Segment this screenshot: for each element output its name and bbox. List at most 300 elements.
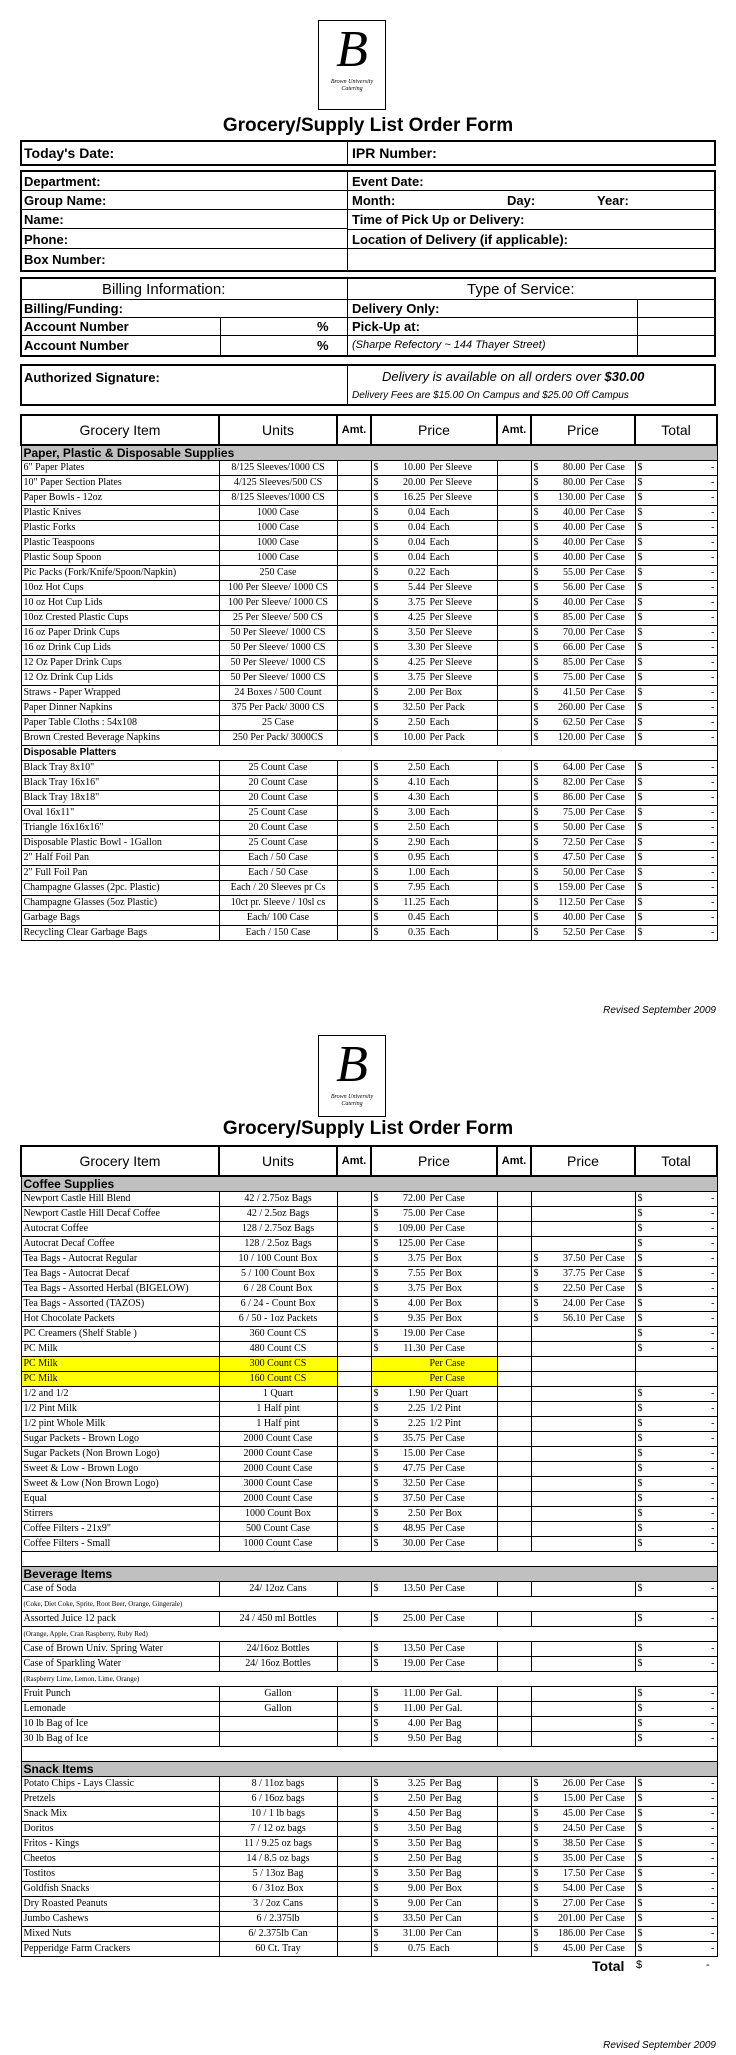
amt-input-cell[interactable] — [337, 611, 371, 626]
row-total — [635, 1222, 717, 1237]
currency-sign: $ — [373, 1853, 379, 1864]
currency-sign: $ — [637, 1538, 643, 1549]
currency-sign: $ — [373, 1943, 379, 1954]
amt-input-cell[interactable] — [497, 656, 531, 671]
amt-input-cell[interactable] — [497, 491, 531, 506]
item-name: Straws - Paper Wrapped — [21, 686, 219, 701]
amt-input-cell[interactable] — [337, 701, 371, 716]
price-unit — [586, 1658, 590, 1669]
row-total — [635, 1207, 717, 1222]
price-unit: Per Case — [589, 852, 625, 863]
row-total-value: - — [711, 477, 715, 488]
amt-input-cell[interactable] — [497, 701, 531, 716]
amt-input-cell[interactable] — [497, 1582, 531, 1597]
row-total-value: - — [711, 1268, 715, 1279]
amt-input-cell[interactable] — [337, 716, 371, 731]
price-unit: Per Case — [429, 1613, 465, 1624]
item-name: Coffee Filters - 21x9" — [21, 1522, 219, 1537]
row-total-value: - — [711, 1613, 715, 1624]
col-header-total: Total — [635, 415, 717, 445]
amt-input-cell[interactable] — [497, 1192, 531, 1207]
amt-input-cell[interactable] — [497, 911, 531, 926]
price-value: 2.90 — [408, 837, 426, 848]
amt-input-cell[interactable] — [337, 866, 371, 881]
amt-input-cell[interactable] — [337, 506, 371, 521]
amt-input-cell[interactable] — [497, 1912, 531, 1927]
price-unit: 1/2 Pint — [429, 1418, 461, 1429]
amt-input-cell[interactable] — [497, 1732, 531, 1747]
price-unit: Per Case — [589, 1313, 625, 1324]
type-of-service-heading: Type of Service: — [467, 281, 575, 298]
currency-sign: $ — [637, 1223, 643, 1234]
amt-input-cell[interactable] — [497, 1777, 531, 1792]
amt-input-cell[interactable] — [497, 836, 531, 851]
amt-input-cell[interactable] — [497, 581, 531, 596]
currency-sign: $ — [533, 702, 539, 713]
currency-sign: $ — [637, 852, 643, 863]
item-row — [21, 926, 717, 941]
amt-input-cell[interactable] — [497, 1882, 531, 1897]
currency-sign: $ — [637, 1883, 643, 1894]
amt-input-cell[interactable] — [337, 1357, 371, 1372]
amt-input-cell[interactable] — [497, 881, 531, 896]
amt-input-cell[interactable] — [497, 1432, 531, 1447]
row-total — [635, 1522, 717, 1537]
amt-input-cell[interactable] — [497, 731, 531, 746]
currency-sign: $ — [373, 1538, 379, 1549]
price-unit: Per Case — [589, 1943, 625, 1954]
item-units: 2000 Count Case — [219, 1447, 337, 1462]
price-cell — [531, 1207, 635, 1222]
col-header-amt: Amt. — [497, 1146, 531, 1176]
price-cell — [371, 506, 497, 521]
row-total-value: - — [711, 582, 715, 593]
amt-input-cell[interactable] — [337, 1837, 371, 1852]
amt-input-cell[interactable] — [497, 1357, 531, 1372]
amt-input-cell[interactable] — [337, 1342, 371, 1357]
col-header-amt: Amt. — [337, 1146, 371, 1176]
amt-input-cell[interactable] — [337, 806, 371, 821]
amt-input-cell[interactable] — [337, 1792, 371, 1807]
amt-input-cell[interactable] — [497, 1297, 531, 1312]
currency-sign: $ — [637, 1298, 643, 1309]
price-cell — [371, 1867, 497, 1882]
price-cell — [371, 1237, 497, 1252]
price-cell — [531, 881, 635, 896]
amt-input-cell[interactable] — [337, 626, 371, 641]
item-row — [21, 1387, 717, 1402]
item-row — [21, 821, 717, 836]
amt-input-cell[interactable] — [337, 731, 371, 746]
amt-input-cell[interactable] — [497, 716, 531, 731]
currency-sign: $ — [373, 1268, 379, 1279]
amt-input-cell[interactable] — [497, 1312, 531, 1327]
amt-input-cell[interactable] — [497, 641, 531, 656]
amt-input-cell[interactable] — [337, 1537, 371, 1552]
location-label: Location of Delivery (if applicable): — [352, 232, 568, 247]
amt-input-cell[interactable] — [337, 1312, 371, 1327]
price-value: 38.50 — [563, 1838, 586, 1849]
price-cell — [371, 566, 497, 581]
row-total-value: - — [711, 807, 715, 818]
amt-input-cell[interactable] — [337, 761, 371, 776]
amt-input-cell[interactable] — [497, 476, 531, 491]
price-unit: Each — [429, 537, 450, 548]
percent-sign: % — [317, 338, 329, 353]
amt-input-cell[interactable] — [497, 1252, 531, 1267]
price-unit: Per Case — [589, 642, 625, 653]
price-cell — [531, 821, 635, 836]
price-unit: Each — [429, 882, 450, 893]
amt-input-cell[interactable] — [497, 1537, 531, 1552]
amt-input-cell[interactable] — [337, 821, 371, 836]
amt-input-cell[interactable] — [497, 1822, 531, 1837]
amt-input-cell[interactable] — [497, 1522, 531, 1537]
amt-input-cell[interactable] — [497, 671, 531, 686]
item-name: Recycling Clear Garbage Bags — [21, 926, 219, 941]
amt-input-cell[interactable] — [497, 761, 531, 776]
currency-sign: $ — [373, 687, 379, 698]
currency-sign: $ — [637, 657, 643, 668]
price-unit — [586, 1733, 590, 1744]
amt-input-cell[interactable] — [337, 491, 371, 506]
price-cell — [531, 1792, 635, 1807]
item-row — [21, 1207, 717, 1222]
currency-sign: $ — [637, 672, 643, 683]
amt-input-cell[interactable] — [337, 581, 371, 596]
currency-sign: $ — [533, 582, 539, 593]
amt-input-cell[interactable] — [337, 1732, 371, 1747]
item-name: Black Tray 18x18" — [21, 791, 219, 806]
form-title: Grocery/Supply List Order Form — [222, 1118, 514, 1139]
price-value: 3.75 — [408, 1283, 426, 1294]
amt-input-cell[interactable] — [497, 536, 531, 551]
amt-input-cell[interactable] — [497, 1927, 531, 1942]
price-cell — [371, 1222, 497, 1237]
item-row — [21, 1822, 717, 1837]
amt-input-cell[interactable] — [497, 1477, 531, 1492]
amt-input-cell[interactable] — [497, 1507, 531, 1522]
amt-input-cell[interactable] — [497, 566, 531, 581]
grand-total-row — [20, 1957, 716, 1975]
amt-input-cell[interactable] — [497, 1237, 531, 1252]
amt-input-cell[interactable] — [497, 461, 531, 476]
amt-input-cell[interactable] — [337, 476, 371, 491]
item-units: 1000 Count Case — [219, 1537, 337, 1552]
item-row — [21, 1837, 717, 1852]
amt-input-cell[interactable] — [337, 671, 371, 686]
price-unit: Per Case — [589, 1793, 625, 1804]
amt-input-cell[interactable] — [497, 1222, 531, 1237]
amt-input-cell[interactable] — [337, 1582, 371, 1597]
amt-input-cell[interactable] — [497, 1837, 531, 1852]
item-row — [21, 1792, 717, 1807]
currency-sign: $ — [637, 1433, 643, 1444]
amt-input-cell[interactable] — [497, 806, 531, 821]
currency-sign: $ — [373, 672, 379, 683]
amt-input-cell[interactable] — [337, 1252, 371, 1267]
amt-input-cell[interactable] — [497, 1417, 531, 1432]
amt-input-cell[interactable] — [497, 1387, 531, 1402]
price-cell — [531, 1222, 635, 1237]
amt-input-cell[interactable] — [337, 1687, 371, 1702]
group-name-label: Group Name: — [24, 193, 107, 208]
item-name: Pretzels — [21, 1792, 219, 1807]
currency-sign: $ — [533, 897, 539, 908]
price-value: 32.50 — [403, 702, 426, 713]
item-row — [21, 851, 717, 866]
amt-input-cell[interactable] — [497, 1492, 531, 1507]
amt-input-cell[interactable] — [497, 1792, 531, 1807]
item-units: 6 / 31oz Box — [219, 1882, 337, 1897]
amt-input-cell[interactable] — [337, 521, 371, 536]
amt-input-cell[interactable] — [497, 1207, 531, 1222]
amt-input-cell[interactable] — [337, 1942, 371, 1957]
amt-input-cell[interactable] — [497, 1462, 531, 1477]
date-ipr-box — [20, 140, 716, 166]
amt-input-cell[interactable] — [497, 521, 531, 536]
price-cell — [531, 641, 635, 656]
amt-input-cell[interactable] — [337, 1477, 371, 1492]
item-name: Assorted Juice 12 pack — [21, 1612, 219, 1627]
currency-sign: $ — [373, 1913, 379, 1924]
amt-input-cell[interactable] — [497, 1897, 531, 1912]
amt-input-cell[interactable] — [497, 611, 531, 626]
amt-input-cell[interactable] — [337, 911, 371, 926]
item-units: 250 Per Pack/ 3000CS — [219, 731, 337, 746]
currency-sign: $ — [637, 867, 643, 878]
item-name: 12 Oz Drink Cup Lids — [21, 671, 219, 686]
price-unit — [586, 1493, 590, 1504]
item-row — [21, 1222, 717, 1237]
amt-input-cell[interactable] — [337, 656, 371, 671]
amt-input-cell[interactable] — [337, 1657, 371, 1672]
price-cell — [531, 926, 635, 941]
price-value: 80.00 — [563, 462, 586, 473]
amt-input-cell[interactable] — [497, 1657, 531, 1672]
price-value: 85.00 — [563, 657, 586, 668]
amt-input-cell[interactable] — [337, 1807, 371, 1822]
amt-input-cell[interactable] — [337, 791, 371, 806]
amt-input-cell[interactable] — [337, 1867, 371, 1882]
amt-input-cell[interactable] — [497, 1612, 531, 1627]
amt-input-cell[interactable] — [337, 1492, 371, 1507]
amt-input-cell[interactable] — [497, 1447, 531, 1462]
amt-input-cell[interactable] — [497, 1372, 531, 1387]
item-row — [21, 1687, 717, 1702]
amt-input-cell[interactable] — [497, 1942, 531, 1957]
currency-sign: $ — [637, 1613, 643, 1624]
amt-input-cell[interactable] — [337, 1852, 371, 1867]
item-units: 50 Per Sleeve/ 1000 CS — [219, 671, 337, 686]
amt-input-cell[interactable] — [337, 461, 371, 476]
amt-input-cell[interactable] — [497, 926, 531, 941]
amt-input-cell[interactable] — [497, 1402, 531, 1417]
currency-sign: $ — [373, 1418, 379, 1429]
amt-input-cell[interactable] — [337, 536, 371, 551]
amt-input-cell[interactable] — [337, 851, 371, 866]
amt-input-cell[interactable] — [497, 506, 531, 521]
amt-input-cell[interactable] — [337, 1282, 371, 1297]
item-name: Sugar Packets - Brown Logo — [21, 1432, 219, 1447]
amt-input-cell[interactable] — [337, 1897, 371, 1912]
grand-total-value: - — [706, 1959, 710, 1971]
row-total-value: - — [711, 867, 715, 878]
price-value: 3.25 — [408, 1778, 426, 1789]
amt-input-cell[interactable] — [337, 1462, 371, 1477]
amt-input-cell[interactable] — [497, 1642, 531, 1657]
amt-input-cell[interactable] — [497, 1327, 531, 1342]
row-total-value: - — [711, 777, 715, 788]
amt-input-cell[interactable] — [337, 1642, 371, 1657]
amt-input-cell[interactable] — [497, 866, 531, 881]
price-unit — [586, 1718, 590, 1729]
price-cell — [371, 1522, 497, 1537]
price-cell — [371, 866, 497, 881]
amt-input-cell[interactable] — [337, 686, 371, 701]
amt-input-cell[interactable] — [497, 776, 531, 791]
amt-input-cell[interactable] — [337, 566, 371, 581]
price-unit: Per Case — [589, 1283, 625, 1294]
price-value: 7.95 — [408, 882, 426, 893]
item-name: Equal — [21, 1492, 219, 1507]
amt-input-cell[interactable] — [337, 641, 371, 656]
item-row — [21, 791, 717, 806]
price-unit: Per Can — [429, 1928, 462, 1939]
amt-input-cell[interactable] — [337, 1717, 371, 1732]
price-unit: Per Case — [429, 1193, 465, 1204]
price-cell — [371, 1732, 497, 1747]
row-total — [635, 1192, 717, 1207]
amt-input-cell[interactable] — [337, 1447, 371, 1462]
amt-input-cell[interactable] — [497, 821, 531, 836]
price-unit: Per Case — [589, 777, 625, 788]
currency-sign: $ — [637, 897, 643, 908]
amt-input-cell[interactable] — [497, 1687, 531, 1702]
amt-input-cell[interactable] — [337, 551, 371, 566]
amt-input-cell[interactable] — [497, 1807, 531, 1822]
row-total — [635, 686, 717, 701]
amt-input-cell[interactable] — [497, 1267, 531, 1282]
price-unit: Per Case — [589, 912, 625, 923]
amt-input-cell[interactable] — [337, 1702, 371, 1717]
row-total-value: - — [711, 1448, 715, 1459]
amt-input-cell[interactable] — [497, 551, 531, 566]
price-value: 4.00 — [408, 1298, 426, 1309]
amt-input-cell[interactable] — [337, 896, 371, 911]
amt-input-cell[interactable] — [337, 1432, 371, 1447]
amt-input-cell[interactable] — [337, 1822, 371, 1837]
amt-input-cell[interactable] — [337, 1507, 371, 1522]
row-total — [635, 656, 717, 671]
amt-input-cell[interactable] — [497, 1282, 531, 1297]
row-total — [635, 716, 717, 731]
amt-input-cell[interactable] — [337, 836, 371, 851]
amt-input-cell[interactable] — [497, 626, 531, 641]
item-row — [21, 1237, 717, 1252]
amt-input-cell[interactable] — [337, 1612, 371, 1627]
currency-sign: $ — [637, 507, 643, 518]
price-cell — [531, 581, 635, 596]
price-cell — [531, 1432, 635, 1447]
price-unit: Per Case — [429, 1538, 465, 1549]
col-header-amt: Amt. — [337, 415, 371, 445]
currency-sign: $ — [373, 1733, 379, 1744]
amt-input-cell[interactable] — [337, 1192, 371, 1207]
amt-input-cell[interactable] — [497, 851, 531, 866]
price-cell — [531, 1522, 635, 1537]
amt-input-cell[interactable] — [497, 1867, 531, 1882]
amt-input-cell[interactable] — [497, 896, 531, 911]
currency-sign: $ — [373, 1898, 379, 1909]
col-header-units: Units — [219, 415, 337, 445]
amt-input-cell[interactable] — [337, 1372, 371, 1387]
amt-input-cell[interactable] — [337, 776, 371, 791]
price-cell — [371, 1702, 497, 1717]
row-total — [635, 1282, 717, 1297]
amt-input-cell[interactable] — [337, 1417, 371, 1432]
price-unit: Per Box — [429, 1508, 462, 1519]
price-cell — [371, 1897, 497, 1912]
logo-caption: Catering — [341, 86, 363, 92]
price-unit: Per Case — [589, 657, 625, 668]
amt-input-cell[interactable] — [337, 881, 371, 896]
item-name: Black Tray 16x16" — [21, 776, 219, 791]
name-label: Name: — [24, 212, 64, 227]
price-cell — [371, 791, 497, 806]
item-name: Plastic Forks — [21, 521, 219, 536]
amt-input-cell[interactable] — [337, 926, 371, 941]
price-value: 47.50 — [563, 852, 586, 863]
amt-input-cell[interactable] — [337, 1237, 371, 1252]
amt-input-cell[interactable] — [497, 1702, 531, 1717]
item-units: 2000 Count Case — [219, 1462, 337, 1477]
currency-sign: $ — [373, 567, 379, 578]
amt-input-cell[interactable] — [337, 1297, 371, 1312]
amt-input-cell[interactable] — [337, 1222, 371, 1237]
item-row — [21, 1882, 717, 1897]
price-unit — [586, 1208, 590, 1219]
amt-input-cell[interactable] — [337, 1927, 371, 1942]
amt-input-cell[interactable] — [497, 686, 531, 701]
currency-sign: $ — [373, 507, 379, 518]
price-value: 50.00 — [563, 867, 586, 878]
amt-input-cell[interactable] — [337, 1912, 371, 1927]
currency-sign: $ — [533, 477, 539, 488]
price-value: 3.50 — [408, 627, 426, 638]
amt-input-cell[interactable] — [497, 1342, 531, 1357]
box-number-label: Box Number: — [24, 252, 106, 267]
amt-input-cell[interactable] — [337, 596, 371, 611]
price-cell — [531, 521, 635, 536]
amt-input-cell[interactable] — [337, 1327, 371, 1342]
amt-input-cell[interactable] — [337, 1387, 371, 1402]
amt-input-cell[interactable] — [337, 1882, 371, 1897]
amt-input-cell[interactable] — [497, 1717, 531, 1732]
amt-input-cell[interactable] — [497, 791, 531, 806]
amt-input-cell[interactable] — [337, 1777, 371, 1792]
amt-input-cell[interactable] — [497, 1852, 531, 1867]
currency-sign: $ — [637, 1868, 643, 1879]
currency-sign: $ — [533, 717, 539, 728]
amt-input-cell[interactable] — [337, 1267, 371, 1282]
item-row — [21, 1267, 717, 1282]
price-cell — [371, 1912, 497, 1927]
amt-input-cell[interactable] — [337, 1522, 371, 1537]
amt-input-cell[interactable] — [337, 1207, 371, 1222]
amt-input-cell[interactable] — [497, 596, 531, 611]
amt-input-cell[interactable] — [337, 1402, 371, 1417]
